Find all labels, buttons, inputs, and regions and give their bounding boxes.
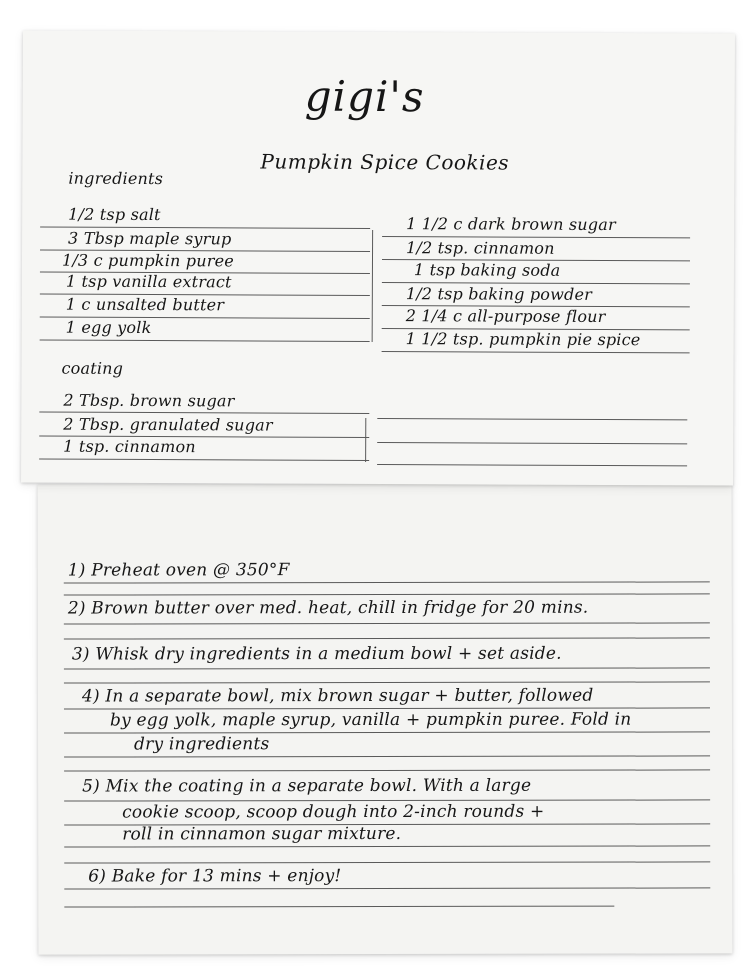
coating-item: 1 tsp. cinnamon <box>63 436 196 457</box>
coating-heading: coating <box>61 358 124 378</box>
step-4-line-2: by egg yolk, maple syrup, vanilla + pumpkin puree. Fold in <box>109 709 632 731</box>
ruled-line <box>64 845 710 847</box>
ruled-line <box>382 351 690 353</box>
recipe-subtitle: Pumpkin Spice Cookies <box>260 149 510 175</box>
instructions-card <box>38 483 733 954</box>
column-divider <box>372 230 373 342</box>
ruled-line <box>39 459 369 461</box>
ingredient-item: 3 Tbsp maple syrup <box>68 228 232 249</box>
ingredient-item: 1/2 tsp. cinnamon <box>406 238 555 258</box>
ingredient-item: 1 tsp vanilla extract <box>65 271 232 292</box>
ingredient-item: 1/3 c pumpkin puree <box>61 250 235 271</box>
ruled-line <box>377 464 687 466</box>
ingredient-item: 1/2 tsp salt <box>68 204 161 225</box>
ingredient-item: 1 c unsalted butter <box>65 294 225 315</box>
ruled-line <box>64 593 710 595</box>
ruled-line <box>39 412 369 414</box>
step-4-line-3: dry ingredients <box>134 734 270 755</box>
ruled-line <box>64 681 710 683</box>
ingredients-card <box>21 30 735 485</box>
ingredient-item: 1/2 tsp baking powder <box>405 284 593 304</box>
ruled-line <box>64 731 710 733</box>
ingredient-item: 2 1/4 c all-purpose flour <box>405 306 606 326</box>
step-5-line-3: roll in cinnamon sugar mixture. <box>122 823 402 845</box>
ruled-line <box>64 887 710 889</box>
ruled-line <box>64 861 710 863</box>
ingredient-item: 1 egg yolk <box>65 317 152 338</box>
ingredient-item: 1 1/2 c dark brown sugar <box>406 214 616 235</box>
ruled-line <box>64 755 710 757</box>
step-6: 6) Bake for 13 mins + enjoy! <box>88 866 342 887</box>
ruled-line <box>64 667 710 669</box>
coating-item: 2 Tbsp. brown sugar <box>63 390 235 411</box>
ruled-line <box>64 637 710 639</box>
step-5-line-2: cookie scoop, scoop dough into 2-inch rounds + <box>122 801 545 823</box>
step-5-line-1: 5) Mix the coating in a separate bowl. With a large <box>82 775 532 797</box>
step-3: 3) Whisk dry ingredients in a medium bowl + set aside. <box>71 643 562 665</box>
ruled-line <box>40 340 370 342</box>
recipe-title: gigi's <box>304 71 425 122</box>
coating-item: 2 Tbsp. granulated sugar <box>63 414 273 435</box>
ruled-line <box>377 418 687 420</box>
step-1: 1) Preheat oven @ 350°F <box>67 560 290 581</box>
step-4-line-1: 4) In a separate bowl, mix brown sugar + butter, followed <box>81 685 594 707</box>
column-divider <box>365 418 366 462</box>
ruled-line <box>64 581 710 583</box>
ruled-line <box>377 442 687 444</box>
ruled-line <box>64 622 710 624</box>
ingredient-item: 1 1/2 tsp. pumpkin pie spice <box>405 329 641 350</box>
ruled-line <box>64 906 614 908</box>
step-2: 2) Brown butter over med. heat, chill in fridge for 20 mins. <box>67 597 589 619</box>
ingredient-item: 1 tsp baking soda <box>413 260 561 280</box>
ruled-line <box>64 769 710 771</box>
ingredients-heading: ingredients <box>68 168 164 189</box>
